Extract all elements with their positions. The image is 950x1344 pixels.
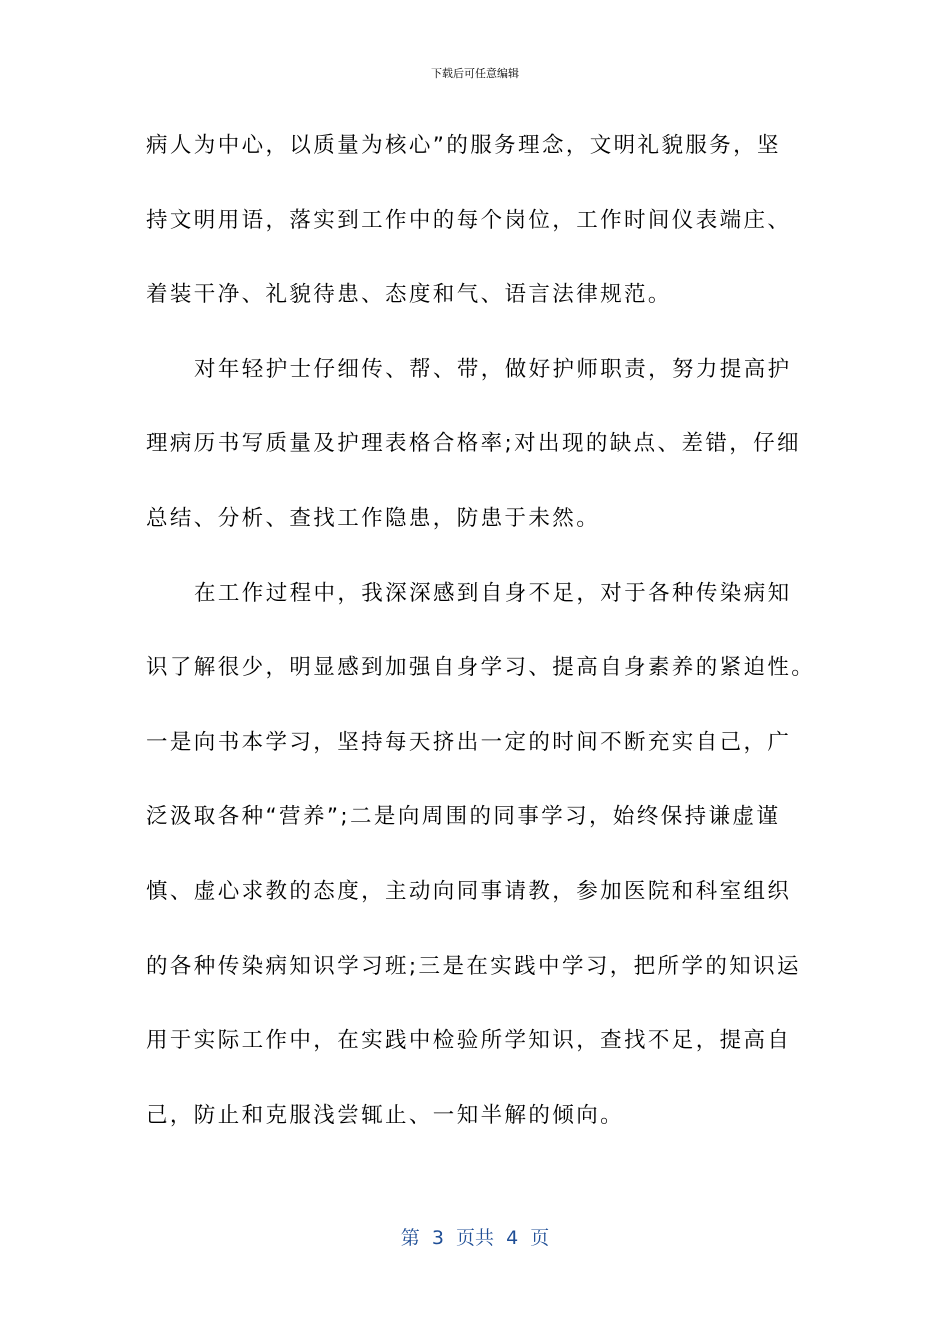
page-number-footer: 第 3 页共 4 页 [400,1227,550,1249]
body-line: 识了解很少，明显感到加强自身学习、提高自身素养的紧迫性。 [146,655,816,681]
body-line: 的各种传染病知识学习班;三是在实践中学习，把所学的知识运 [146,953,801,979]
paragraph-first-line: 在工作过程中，我深深感到自身不足，对于各种传染病知 [194,580,792,606]
body-line: 己，防止和克服浅尝辄止、一知半解的倾向。 [146,1102,625,1128]
body-line: 病人为中心，以质量为核心”的服务理念，文明礼貌服务，坚 [146,133,781,158]
body-line: 着装干净、礼貌待患、态度和气、语言法律规范。 [146,282,672,308]
page-header: 下载后可任意编辑 [431,67,519,80]
body-line: 持文明用语，落实到工作中的每个岗位，工作时间仪表端庄、 [146,207,792,233]
body-line: 一是向书本学习，坚持每天挤出一定的时间不断充实自己，广 [146,729,792,755]
body-line: 总结、分析、查找工作隐患，防患于未然。 [146,505,601,531]
document-body [146,121,816,1165]
body-line: 泛汲取各种“营养”;二是向周围的同事学习，始终保持谦虚谨 [146,804,781,830]
body-line: 用于实际工作中，在实践中检验所学知识，查找不足，提高自 [146,1028,792,1054]
body-line: 慎、虚心求教的态度，主动向同事请教，参加医院和科室组织 [146,878,792,904]
paragraph-first-line: 对年轻护士仔细传、帮、带，做好护师职责，努力提高护 [194,356,792,382]
body-line: 理病历书写质量及护理表格合格率;对出现的缺点、差错，仔细 [146,431,801,457]
